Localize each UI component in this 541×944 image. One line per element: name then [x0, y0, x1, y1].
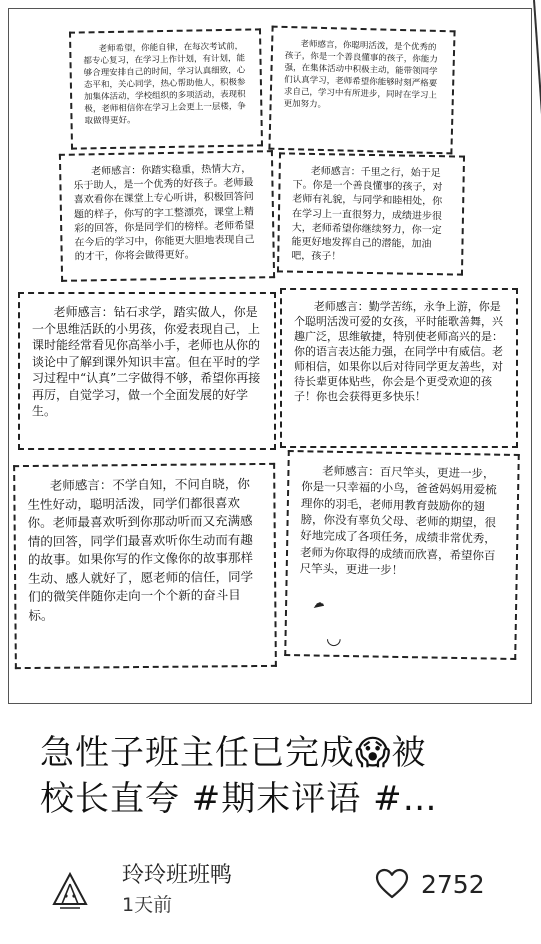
post-time: 1天前 [122, 894, 173, 916]
comment-text: 老师感言：勤学苦练，永争上游，你是个聪明活泼可爱的女孩，平时能歌善舞，兴趣广泛，思维敏捷，特别使老师高兴的是：你的语言表达能力强，在同学中有威信。老师相信，如果你以后对待同学更友善些，对待长辈更体贴些，你会是个更受欢迎的孩子！你也会获得更多快乐！ [294, 300, 503, 403]
post-title[interactable] [40, 730, 510, 822]
paper-edge [533, 0, 541, 120]
comment-card [13, 463, 277, 669]
avatar[interactable] [50, 870, 90, 910]
comment-card [59, 150, 275, 282]
smile-doodle-icon: ◡ [326, 628, 342, 649]
comment-text: 老师感言，你聪明活泼，是个优秀的孩子，你是一个善良懂事的孩子，你能力强，在集体活动中积极主动，能带领同学们认真学习，老师希望你能够时刻严格要求自己，学习中有所进步，同时在学习上更加努力。 [283, 39, 438, 111]
like-count: 2752 [421, 870, 485, 899]
author-bar [50, 858, 540, 918]
tent-triangle-icon [50, 870, 90, 910]
comment-text: 老师希望，你能自律，在每次考试前，都专心复习，在学习上作计划，有计划，能够合理安排自己的时间，学习认真细致，心态平和，关心同学，热心帮助他人，积极参加集体活动，学校组织的多项活动，表现积极，老师相信你在学习上会更上一层楼，争取做得更好。 [83, 41, 246, 127]
comment-card [284, 450, 520, 660]
comment-card [277, 152, 465, 275]
author-name[interactable]: 玲玲班班鸭 [122, 863, 233, 888]
like-button[interactable] [375, 868, 505, 904]
comment-text: 老师感言：钻石求学，踏实做人，你是一个思维活跃的小男孩，你爱表现自己，上课时能经常看见你高举小手，老师也从你的谈论中了解到课外知识丰富。但在平时的学习过程中“认真”二字做得不够，希望你再接再厉，自觉学习，做一个全面发展的好学生。 [32, 305, 261, 419]
comment-card [280, 288, 518, 448]
comment-text: 老师感言：不学自知，不问自晓，你生性好动，聪明活泼，同学们都很喜欢你。老师最喜欢听到你那动听而又充满感情的回答，同学们最喜欢听你生动而有趣的故事。如果你写的作文像你的故事那样生动、感人就好了，愿老师的信任，同学们的微笑伴随你走向一个个新的奋斗目标。 [27, 476, 254, 623]
post-title-line: 急性子班主任已完成😱被 [40, 733, 427, 773]
comment-text: 老师感言：千里之行，始于足下。你是一个善良懂事的孩子，对老师有礼貌，与同学和睦相处，你在学习上一直很努力，成绩进步很大，老师希望你继续努力，你一定能更好地发挥自己的潜能，加油吧，孩子！ [291, 165, 443, 263]
heart-outline-icon[interactable] [375, 868, 409, 900]
comment-card [69, 28, 263, 149]
post-title-line: 校长直夸 #期末评语 #… [40, 779, 438, 819]
cloud-doodle-icon: ☁ [310, 594, 326, 612]
comment-card [18, 292, 276, 450]
comment-text: 老师感言：百尺竿头，更进一步，你是一只幸福的小鸟，爸爸妈妈用爱梳理你的羽毛，老师用教育鼓励你的翅膀，你没有辜负父母、老师的期望，很好地完成了各项任务，成绩非常优秀，老师为你取得的成绩而欣喜，希望你百尺竿头，更进一步！ [299, 463, 497, 577]
comment-card [268, 26, 455, 155]
comment-text: 老师感言：你踏实稳重，热情大方，乐于助人，是一个优秀的好孩子。老师最喜欢看你在课堂上专心听讲，积极回答问题的样子，你写的字工整漂亮，课堂上精彩的回答，你是同学们的榜样。老师希望在今后的学习中，你能更大胆地表现自己的才干，你将会做得更好。 [73, 163, 255, 263]
